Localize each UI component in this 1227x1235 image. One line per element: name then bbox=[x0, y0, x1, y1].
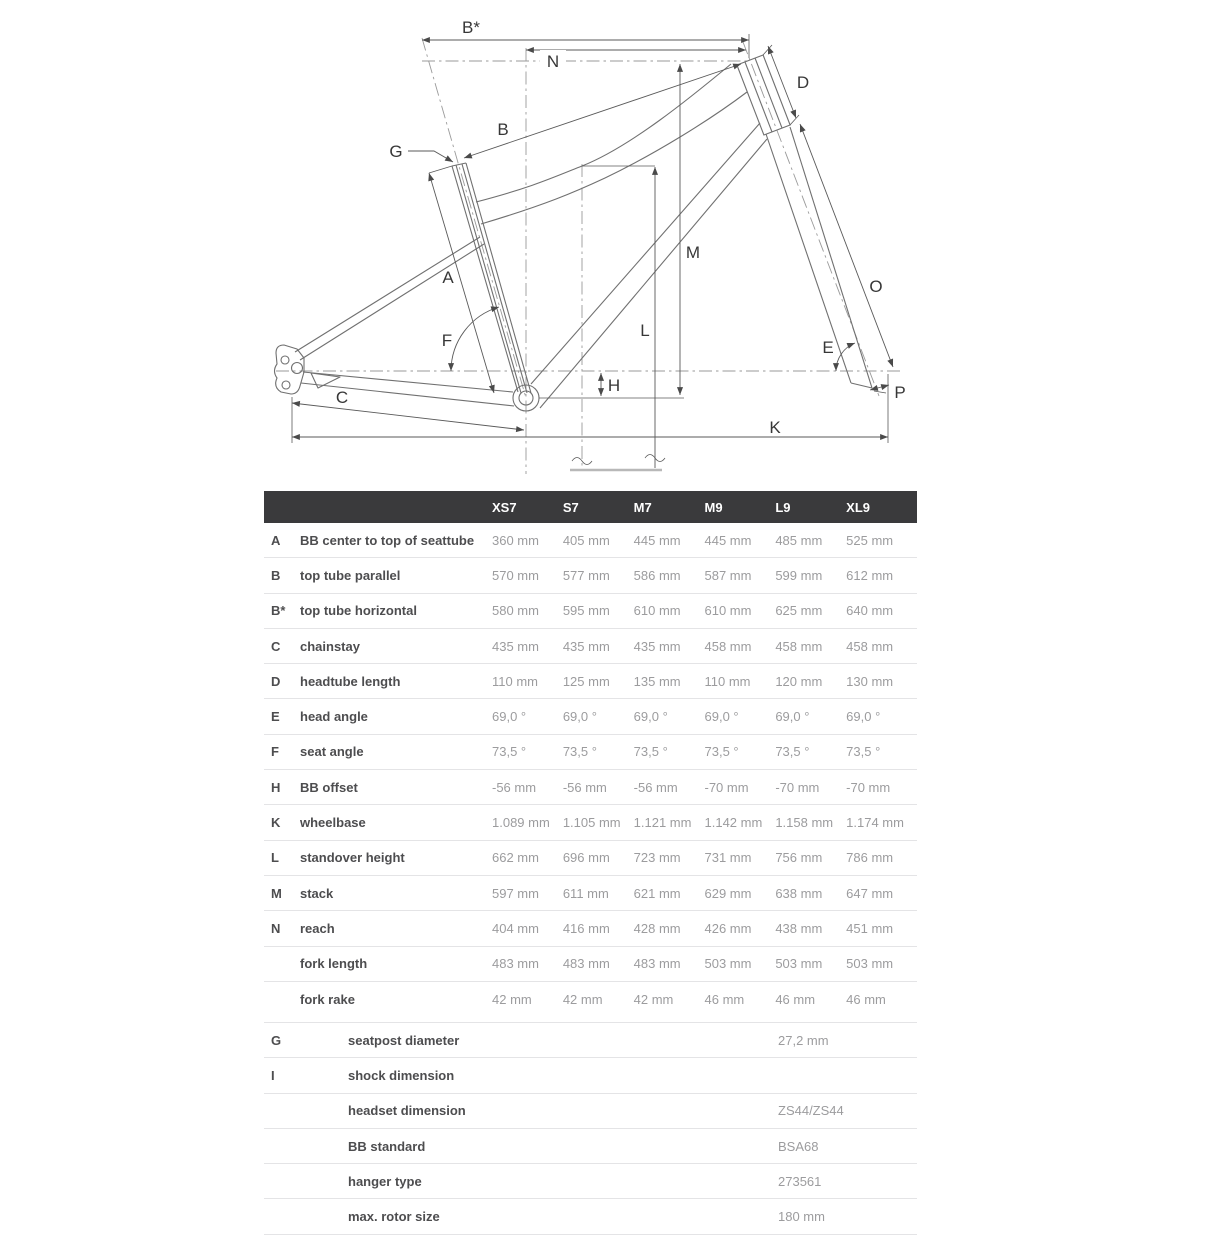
geometry-row bbox=[264, 841, 917, 876]
row-value: 503 mm bbox=[846, 956, 894, 972]
row-value: -70 mm bbox=[704, 779, 749, 795]
row-label: BB center to top of seattube bbox=[300, 532, 475, 548]
spec-row bbox=[264, 1129, 917, 1164]
dim-label-bstar: B* bbox=[462, 18, 480, 37]
row-label: max. rotor size bbox=[348, 1209, 440, 1225]
row-value: 46 mm bbox=[775, 991, 816, 1007]
bike-geometry-diagram bbox=[0, 0, 1227, 487]
geometry-row bbox=[264, 947, 917, 982]
row-key: I bbox=[271, 1067, 275, 1083]
row-value: 731 mm bbox=[704, 850, 752, 866]
row-value: 73,5 ° bbox=[704, 744, 739, 760]
spec-row bbox=[264, 1164, 917, 1199]
row-key: N bbox=[271, 920, 281, 936]
row-value: 130 mm bbox=[846, 673, 894, 689]
geometry-table-header bbox=[264, 491, 917, 523]
row-value: 135 mm bbox=[633, 673, 681, 689]
row-value: 435 mm bbox=[562, 638, 610, 654]
row-value: 445 mm bbox=[633, 532, 681, 548]
row-value: 42 mm bbox=[492, 991, 532, 1007]
column-header: M7 bbox=[633, 499, 652, 515]
geometry-row bbox=[264, 770, 917, 805]
row-label: stack bbox=[300, 885, 334, 901]
row-value: 360 mm bbox=[492, 532, 539, 548]
dim-label-c: C bbox=[335, 388, 349, 407]
fork bbox=[766, 134, 851, 383]
row-key: D bbox=[271, 673, 281, 689]
row-value: 525 mm bbox=[846, 532, 894, 548]
geometry-row bbox=[264, 805, 917, 840]
row-value: 435 mm bbox=[492, 638, 539, 654]
row-value: 1.089 mm bbox=[492, 815, 550, 831]
row-key: B bbox=[271, 567, 281, 583]
dim-label-d: D bbox=[796, 73, 810, 92]
row-value: 42 mm bbox=[562, 991, 603, 1007]
row-value: 69,0 ° bbox=[492, 709, 527, 725]
row-value: ZS44/ZS44 bbox=[778, 1103, 844, 1119]
geometry-table bbox=[264, 491, 917, 1016]
row-value: 638 mm bbox=[775, 885, 823, 901]
row-value: -70 mm bbox=[846, 779, 891, 795]
spec-row bbox=[264, 1199, 917, 1234]
row-value: -56 mm bbox=[492, 779, 537, 795]
row-value: 625 mm bbox=[775, 603, 823, 619]
row-label: BB offset bbox=[300, 779, 358, 795]
row-value: 416 mm bbox=[562, 920, 610, 936]
row-key: L bbox=[271, 850, 279, 866]
row-value: 426 mm bbox=[704, 920, 752, 936]
dimension-lines bbox=[292, 34, 893, 470]
dim-label-g: G bbox=[389, 142, 403, 161]
row-key: E bbox=[271, 709, 280, 725]
row-label: wheelbase bbox=[300, 815, 366, 831]
row-value: 73,5 ° bbox=[846, 744, 881, 760]
row-label: head angle bbox=[300, 709, 368, 725]
row-value: 273561 bbox=[778, 1173, 822, 1189]
row-key: M bbox=[271, 885, 282, 901]
row-value: 110 mm bbox=[704, 673, 751, 689]
row-label: headtube length bbox=[300, 673, 401, 689]
row-value: 610 mm bbox=[704, 603, 752, 619]
row-value: 458 mm bbox=[846, 638, 894, 654]
row-value: 597 mm bbox=[492, 885, 539, 901]
row-value: 120 mm bbox=[775, 673, 823, 689]
row-value: 503 mm bbox=[775, 956, 823, 972]
row-value: 756 mm bbox=[775, 850, 823, 866]
dim-label-f: F bbox=[441, 331, 453, 350]
row-label: seat angle bbox=[300, 744, 364, 760]
row-value: 69,0 ° bbox=[846, 709, 881, 725]
row-value: -70 mm bbox=[775, 779, 820, 795]
row-value: -56 mm bbox=[633, 779, 678, 795]
row-value: 73,5 ° bbox=[492, 744, 527, 760]
dim-label-p: P bbox=[894, 383, 906, 402]
row-value: 445 mm bbox=[704, 532, 752, 548]
row-value: 662 mm bbox=[492, 850, 539, 866]
row-value: 587 mm bbox=[704, 567, 752, 583]
row-value: 612 mm bbox=[846, 567, 894, 583]
row-value: 599 mm bbox=[775, 567, 823, 583]
row-key: A bbox=[271, 532, 281, 548]
row-value: 723 mm bbox=[633, 850, 681, 866]
row-value: 580 mm bbox=[492, 603, 539, 619]
row-value: 69,0 ° bbox=[562, 709, 597, 725]
row-label: BB standard bbox=[348, 1138, 426, 1154]
row-value: 595 mm bbox=[562, 603, 610, 619]
column-header: XS7 bbox=[492, 499, 517, 515]
row-value: 69,0 ° bbox=[775, 709, 810, 725]
geometry-table-body bbox=[264, 523, 917, 1016]
row-value: 786 mm bbox=[846, 850, 894, 866]
column-header: S7 bbox=[562, 499, 579, 515]
dim-label-n: N bbox=[546, 52, 560, 71]
spec-table-body bbox=[264, 1023, 917, 1235]
row-label: shock dimension bbox=[348, 1067, 455, 1083]
geometry-row bbox=[264, 911, 917, 946]
row-value: 629 mm bbox=[704, 885, 752, 901]
dim-label-a: A bbox=[442, 268, 454, 287]
geometry-row bbox=[264, 699, 917, 734]
row-value: 483 mm bbox=[633, 956, 681, 972]
row-value: 428 mm bbox=[633, 920, 681, 936]
row-label: hanger type bbox=[348, 1173, 422, 1189]
row-key: F bbox=[271, 744, 279, 760]
row-value: 611 mm bbox=[562, 885, 609, 901]
dim-label-h: H bbox=[607, 376, 621, 395]
row-value: BSA68 bbox=[778, 1138, 819, 1154]
row-label: chainstay bbox=[300, 638, 360, 654]
row-value: 1.142 mm bbox=[704, 815, 763, 831]
row-value: 1.105 mm bbox=[562, 815, 621, 831]
spec-row bbox=[264, 1058, 917, 1093]
row-value: 483 mm bbox=[562, 956, 610, 972]
row-value: 451 mm bbox=[846, 920, 894, 936]
row-value: 647 mm bbox=[846, 885, 894, 901]
row-value: 640 mm bbox=[846, 603, 894, 619]
row-key: B* bbox=[271, 603, 286, 619]
row-value: 69,0 ° bbox=[633, 709, 668, 725]
row-value: 483 mm bbox=[492, 956, 539, 972]
row-label: fork length bbox=[300, 956, 368, 972]
row-value: 73,5 ° bbox=[633, 744, 668, 760]
row-value: 42 mm bbox=[633, 991, 674, 1007]
row-value: 1.121 mm bbox=[633, 815, 692, 831]
row-value: 110 mm bbox=[492, 673, 538, 689]
row-value: 696 mm bbox=[562, 850, 610, 866]
geometry-row bbox=[264, 558, 917, 593]
spec-row bbox=[264, 1023, 917, 1058]
row-value: 503 mm bbox=[704, 956, 752, 972]
row-key: G bbox=[271, 1032, 282, 1048]
geometry-row bbox=[264, 664, 917, 699]
row-value: 46 mm bbox=[846, 991, 886, 1007]
geometry-row bbox=[264, 523, 917, 558]
row-value: 125 mm bbox=[562, 673, 610, 689]
row-value: 570 mm bbox=[492, 567, 539, 583]
dim-label-l: L bbox=[640, 321, 650, 340]
row-value: 586 mm bbox=[633, 567, 681, 583]
row-value: 621 mm bbox=[633, 885, 681, 901]
geometry-row bbox=[264, 876, 917, 911]
row-label: headset dimension bbox=[348, 1103, 466, 1119]
column-header: M9 bbox=[704, 499, 723, 515]
row-value: -56 mm bbox=[562, 779, 607, 795]
row-value: 180 mm bbox=[778, 1209, 825, 1225]
row-value: 69,0 ° bbox=[704, 709, 739, 725]
column-header: L9 bbox=[775, 499, 791, 515]
dim-label-b: B bbox=[497, 120, 509, 139]
column-header: XL9 bbox=[846, 499, 870, 515]
dim-label-k: K bbox=[769, 418, 781, 437]
row-value: 73,5 ° bbox=[775, 744, 810, 760]
row-key: K bbox=[271, 815, 281, 831]
dimension-labels bbox=[336, 18, 906, 437]
geometry-row bbox=[264, 735, 917, 770]
row-label: top tube horizontal bbox=[300, 603, 417, 619]
row-label: standover height bbox=[300, 850, 405, 866]
spec-table bbox=[264, 1022, 917, 1235]
spec-row bbox=[264, 1094, 917, 1129]
row-value: 73,5 ° bbox=[562, 744, 597, 760]
row-value: 1.174 mm bbox=[846, 815, 904, 831]
row-value: 577 mm bbox=[562, 567, 610, 583]
row-value: 404 mm bbox=[492, 920, 539, 936]
frame-outline bbox=[275, 55, 873, 411]
row-value: 1.158 mm bbox=[775, 815, 834, 831]
row-key: C bbox=[271, 638, 281, 654]
row-key: H bbox=[271, 779, 281, 795]
geometry-row bbox=[264, 982, 917, 1016]
geometry-row bbox=[264, 629, 917, 664]
row-value: 438 mm bbox=[775, 920, 823, 936]
row-value: 458 mm bbox=[775, 638, 823, 654]
row-value: 46 mm bbox=[704, 991, 745, 1007]
row-label: fork rake bbox=[300, 991, 355, 1007]
dim-label-o: O bbox=[869, 277, 883, 296]
row-value: 485 mm bbox=[775, 532, 823, 548]
geometry-row bbox=[264, 594, 917, 629]
dim-label-e: E bbox=[822, 338, 834, 357]
row-label: top tube parallel bbox=[300, 567, 401, 583]
row-value: 27,2 mm bbox=[778, 1032, 829, 1048]
row-label: seatpost diameter bbox=[348, 1032, 460, 1048]
row-label: reach bbox=[300, 920, 335, 936]
row-value: 435 mm bbox=[633, 638, 681, 654]
row-value: 610 mm bbox=[633, 603, 681, 619]
row-value: 405 mm bbox=[562, 532, 610, 548]
dim-label-m: M bbox=[685, 243, 701, 262]
row-value: 458 mm bbox=[704, 638, 752, 654]
